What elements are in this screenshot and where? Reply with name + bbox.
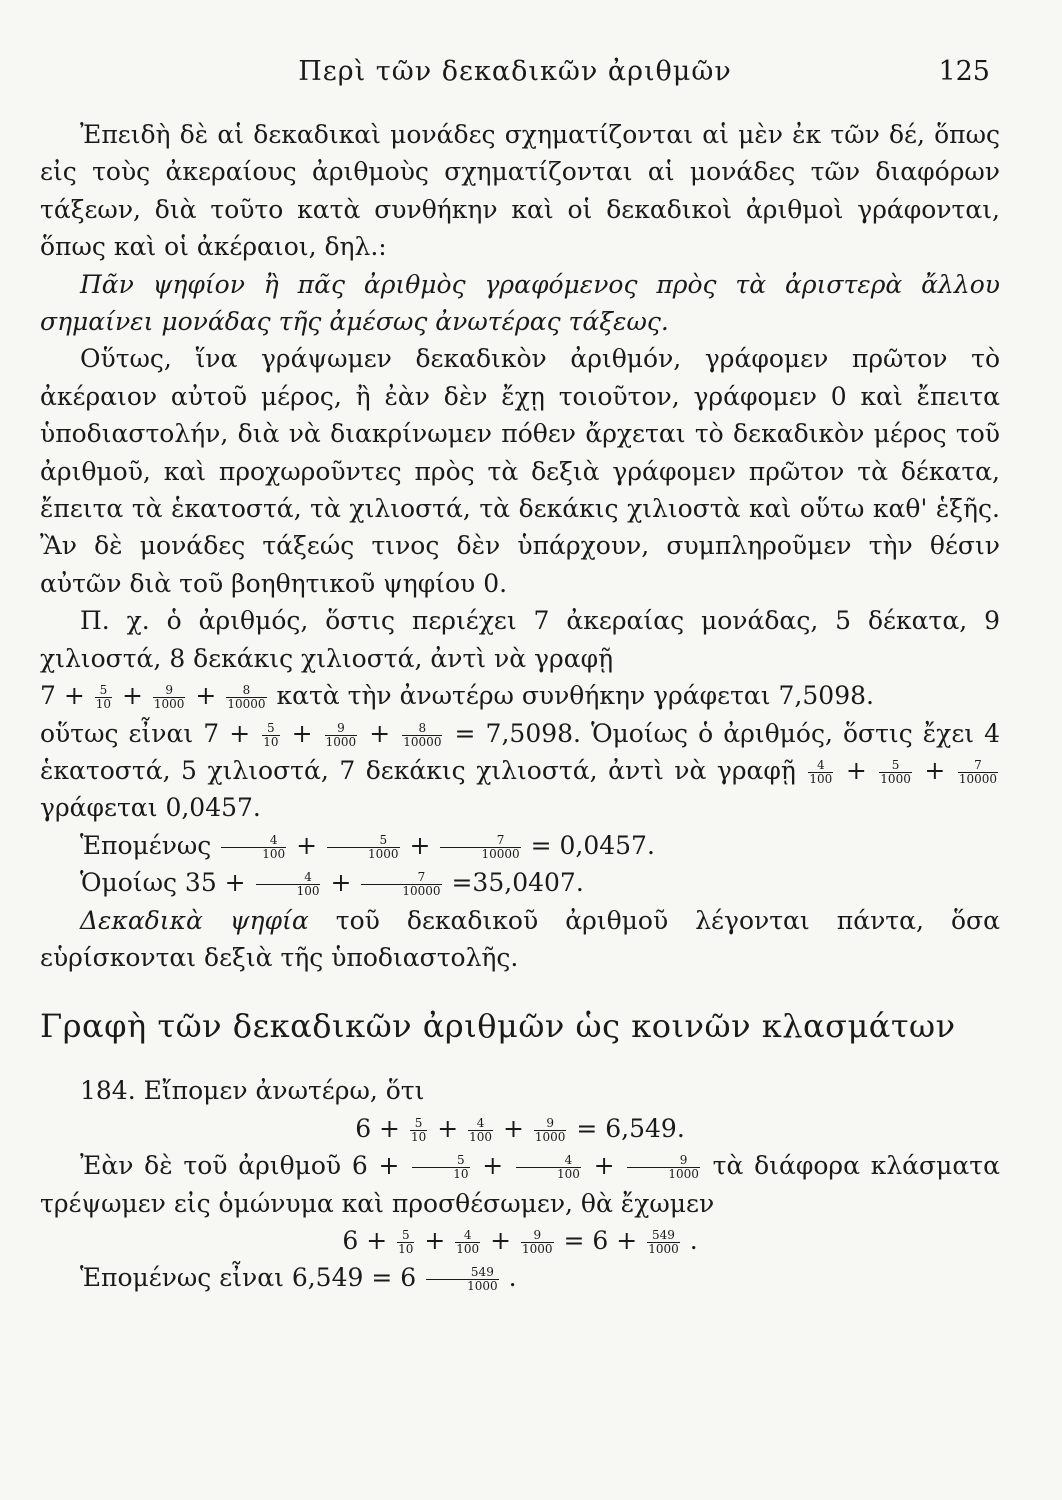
fraction-4-100 <box>256 871 321 898</box>
equation-184-c <box>40 1259 1000 1296</box>
denominator: 1000 <box>648 1241 679 1256</box>
defined-term: Δεκαδικὰ ψηφία <box>80 905 309 935</box>
numerator: 7 <box>958 759 998 773</box>
fraction-7-10000 <box>361 871 441 898</box>
numerator: 9 <box>153 684 186 698</box>
fraction-7-10000 <box>440 834 520 861</box>
math-text: . <box>508 1263 517 1293</box>
denominator: 1000 <box>668 1167 699 1182</box>
fraction-4-100 <box>221 834 286 861</box>
math-operator: + <box>409 830 431 860</box>
math-operator: + <box>593 1151 615 1181</box>
math-operator: + <box>330 868 352 898</box>
fraction-5-10 <box>410 1117 427 1144</box>
numerator: 9 <box>627 1154 700 1168</box>
denominator: 100 <box>469 1129 493 1144</box>
math-text: Ἑπομένως εἶναι 6,549 = 6 <box>80 1263 417 1293</box>
numerator: 4 <box>516 1154 581 1168</box>
numerator: 9 <box>521 1229 554 1243</box>
denominator: 1000 <box>368 846 399 861</box>
example-line-2 <box>40 715 1000 827</box>
math-text: =35,0407. <box>451 868 584 898</box>
fraction-5-10 <box>397 1229 414 1256</box>
fraction-8-10000 <box>226 684 266 711</box>
fraction-549-1000 <box>426 1266 499 1293</box>
denominator: 1000 <box>534 1129 566 1144</box>
numerator: 5 <box>95 684 112 698</box>
denominator: 10000 <box>481 846 520 861</box>
denominator: 100 <box>456 1241 480 1256</box>
paragraph-rule: Πᾶν ψηφίον ἢ πᾶς ἀριθμὸς γραφόμενος πρὸς τὰ ἀριστερὰ ἄλλου σημαίνει μονάδας τῆς ἀμέσως ἀνωτέρας τάξεως. <box>40 269 1000 337</box>
math-text: γράφεται 0,0457. <box>40 793 261 823</box>
math-operator: + <box>845 755 867 785</box>
fraction-9-1000 <box>627 1154 700 1181</box>
fraction-9-1000 <box>325 722 358 749</box>
numerator: 4 <box>455 1229 480 1243</box>
denominator: 100 <box>809 771 833 786</box>
numerator: 4 <box>808 759 833 773</box>
numerator: 9 <box>534 1117 567 1131</box>
math-operator: + <box>122 681 143 711</box>
fraction-5-1000 <box>327 834 400 861</box>
math-text: = 0,0457. <box>530 830 655 860</box>
math-text: = 7,5098. <box>454 718 581 748</box>
equation-epomenos <box>40 827 1000 864</box>
denominator: 100 <box>556 1167 580 1182</box>
paragraph-example-lead: Π. χ. ὁ ἀριθμός, ὅστις περιέχει 7 ἀκεραίας μονάδας, 5 δέκατα, 9 χιλιοστά, 8 δεκάκις χιλιοστά, ἀντὶ νὰ γραφῇ <box>40 606 1000 673</box>
definition-text: τοῦ δεκαδικοῦ ἀριθμοῦ λέγονται πάντα, ὅσα εὑρίσκονται δεξιὰ τῆς ὑποδιαστολῆς. <box>40 905 1000 972</box>
equation-184-a <box>40 1110 1000 1147</box>
denominator: 10 <box>453 1167 469 1182</box>
paragraph-decimal-digits <box>40 902 1000 977</box>
math-operator: + <box>482 1151 504 1181</box>
numerator: 7 <box>440 834 520 848</box>
denominator: 1000 <box>467 1279 498 1294</box>
fraction-4-100 <box>516 1154 581 1181</box>
denominator: 1000 <box>325 734 357 749</box>
numerator: 7 <box>361 871 441 885</box>
math-text: Ἐὰν δὲ τοῦ ἀριθμοῦ 6 + <box>80 1151 400 1181</box>
math-text: = 6,549. <box>576 1113 685 1143</box>
fraction-5-10 <box>262 722 279 749</box>
section-number: 184. <box>80 1076 136 1106</box>
numerator: 9 <box>325 722 358 736</box>
math-text: Ὁμοίως 35 + <box>80 868 246 898</box>
denominator: 10000 <box>402 884 441 899</box>
math-operator: + <box>369 718 391 748</box>
math-operator: + <box>195 681 217 711</box>
paragraph-184-common-denominator <box>40 1147 1000 1222</box>
example-line-1 <box>40 677 1000 714</box>
fraction-7-10000 <box>958 759 998 786</box>
math-text: 7 + <box>40 681 85 711</box>
numerator: 549 <box>426 1266 499 1280</box>
numerator: 5 <box>327 834 400 848</box>
math-text: 6 + <box>342 1225 388 1255</box>
math-operator: + <box>490 1225 512 1255</box>
equation-184-b <box>40 1222 1000 1259</box>
denominator: 1000 <box>522 1241 553 1256</box>
paragraph-text: τὰ διάφορα κλάσματα τρέψωμεν εἰς ὁμώνυμα καὶ προσθέσωμεν, θὰ ἔχωμεν <box>40 1151 1000 1218</box>
math-text: . <box>689 1225 698 1255</box>
paragraph-text: Εἴπομεν ἀνωτέρω, ὅτι <box>143 1076 425 1106</box>
math-operator: + <box>924 755 946 785</box>
fraction-5-10 <box>95 684 112 711</box>
denominator: 10 <box>398 1241 414 1256</box>
fraction-549-1000 <box>647 1229 680 1256</box>
math-operator: + <box>437 1113 459 1143</box>
numerator: 8 <box>402 722 442 736</box>
numerator: 5 <box>412 1154 469 1168</box>
running-header <box>40 56 990 96</box>
math-operator: + <box>502 1113 524 1143</box>
numerator: 5 <box>879 759 912 773</box>
denominator: 10 <box>263 734 279 749</box>
numerator: 5 <box>397 1229 414 1243</box>
section-heading: Γραφὴ τῶν δεκαδικῶν ἀριθμῶν ὡς κοινῶν κλασμάτων <box>40 1007 956 1046</box>
paragraph-184 <box>40 1072 1000 1109</box>
fraction-5-1000 <box>879 759 912 786</box>
fraction-5-10 <box>412 1154 469 1181</box>
math-operator: + <box>291 718 313 748</box>
math-text: = 6 + <box>563 1225 638 1255</box>
paragraph-writing-decimals: Οὕτως, ἵνα γράψωμεν δεκαδικὸν ἀριθμόν, γράφομεν πρῶτον τὸ ἀκέραιον αὐτοῦ μέρος, ἢ ἐὰν δὲν ἔχῃ τοιοῦτον, γράφομεν 0 καὶ ἔπειτα ὑποδιαστολήν, διὰ νὰ διακρίνωμεν πόθεν ἄρχεται τὸ δεκαδικὸν μέρος τοῦ ἀριθμοῦ, καὶ προχωροῦντες πρὸς τὰ δεξιὰ γράφομεν πρῶτον τὰ δέκατα, ἔπειτα τὰ ἑκατοστά, τὰ χιλιοστά, τὰ δεκάκις χιλιοστὰ καὶ οὕτω καθ' ἑξῆς. Ἂν δὲ μονάδες τάξεώς τινος δὲν ὑπάρχουν, συμπληροῦμεν τὴν θέσιν αὐτῶν διὰ τοῦ βοηθητικοῦ ψηφίου 0. <box>40 344 1000 598</box>
math-text: κατὰ τὴν ἀνωτέρω συνθήκην γράφεται 7,5098. <box>276 681 874 711</box>
fraction-9-1000 <box>521 1229 554 1256</box>
numerator: 4 <box>221 834 286 848</box>
numerator: 5 <box>262 722 279 736</box>
fraction-9-1000 <box>153 684 186 711</box>
denominator: 10000 <box>958 771 998 786</box>
denominator: 10 <box>95 697 112 712</box>
math-text: Ἑπομένως <box>80 830 212 860</box>
numerator: 4 <box>256 871 321 885</box>
paragraph-intro: Ἐπειδὴ δὲ αἱ δεκαδικαὶ μονάδες σχηματίζονται αἱ μὲν ἐκ τῶν δέ, ὅπως εἰς τοὺς ἀκεραίους ἀριθμοὺς σχηματίζονται αἱ μονάδες τῶν διαφόρων τάξεων, διὰ τοῦτο κατὰ συνθήκην καὶ οἱ δεκαδικοὶ ἀριθμοὶ γράφονται, ὅπως καὶ οἱ ἀκέραιοι, δηλ.: <box>40 120 1000 262</box>
numerator: 549 <box>647 1229 680 1243</box>
fraction-9-1000 <box>534 1117 567 1144</box>
math-text: οὕτως εἶναι 7 + <box>40 718 251 748</box>
page-body <box>40 116 1000 1297</box>
math-text: 6 + <box>355 1113 401 1143</box>
numerator: 4 <box>468 1117 493 1131</box>
denominator: 1000 <box>153 697 185 712</box>
numerator: 5 <box>410 1117 427 1131</box>
denominator: 100 <box>262 846 286 861</box>
math-text: Ὁμοίως ὁ ἀριθμός, ὅστις ἔχει 4 ἑκατοστά, 5 χιλιοστά, 7 δεκάκις χιλιοστά, ἀντὶ νὰ γραφῇ <box>40 718 1001 785</box>
fraction-4-100 <box>468 1117 493 1144</box>
math-operator: + <box>424 1225 446 1255</box>
running-title: Περὶ τῶν δεκαδικῶν ἀριθμῶν <box>298 56 732 87</box>
denominator: 1000 <box>880 771 911 786</box>
denominator: 10000 <box>227 697 266 712</box>
page-number: 125 <box>938 56 990 87</box>
math-operator: + <box>296 830 318 860</box>
denominator: 10000 <box>403 734 442 749</box>
equation-omoios <box>40 864 1000 901</box>
fraction-4-100 <box>455 1229 480 1256</box>
fraction-8-10000 <box>402 722 442 749</box>
denominator: 100 <box>296 884 320 899</box>
denominator: 10 <box>410 1129 427 1144</box>
fraction-4-100 <box>808 759 833 786</box>
numerator: 8 <box>226 684 266 698</box>
